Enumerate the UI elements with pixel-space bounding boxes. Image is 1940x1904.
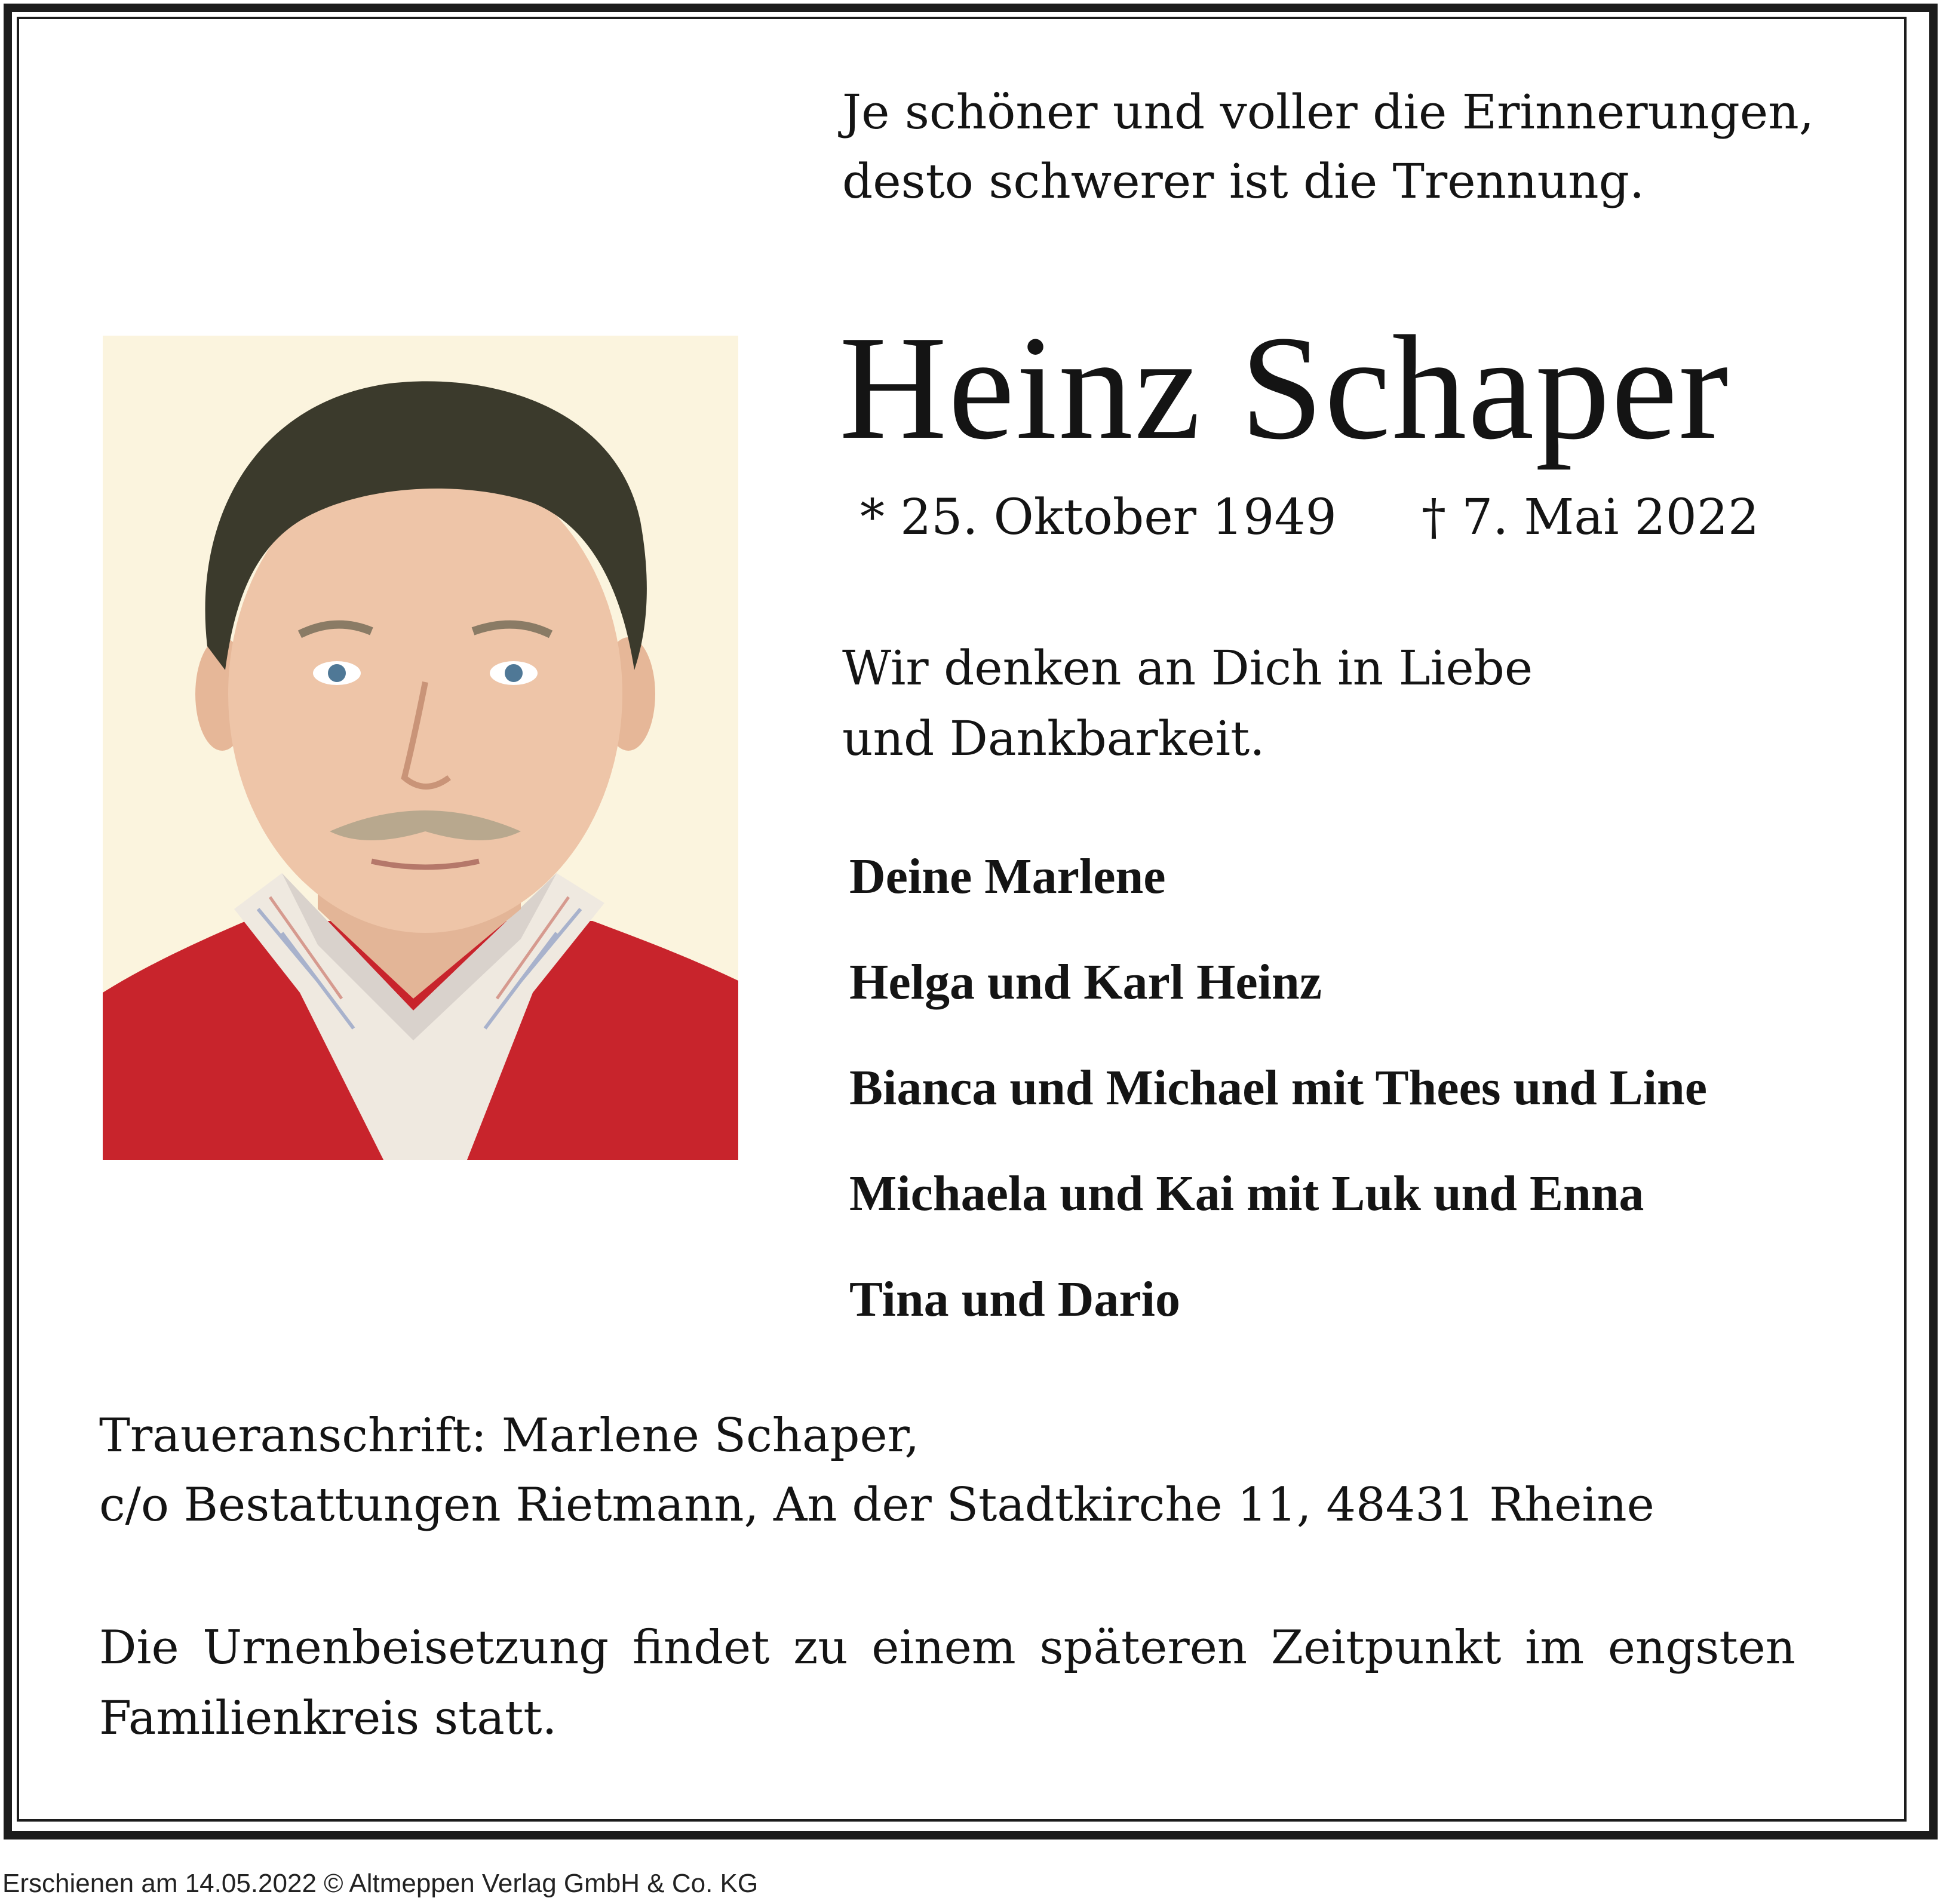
publication-footer: Erschienen am 14.05.2022 © Altmeppen Verlag GmbH & Co. KG bbox=[2, 1869, 759, 1898]
mourner-entry: Bianca und Michael mit Thees und Line bbox=[849, 1060, 1708, 1116]
portrait-photo bbox=[103, 336, 738, 1160]
memorial-message bbox=[842, 633, 1533, 774]
mourner-entry: Tina und Dario bbox=[849, 1272, 1180, 1327]
quote-line: Je schöner und voller die Erinnerungen, bbox=[842, 84, 1815, 140]
ceremony-notice: Die Urnenbeisetzung findet zu einem späteren Zeitpunkt im engsten Familienkreis statt. bbox=[99, 1621, 1795, 1745]
memory-line: und Dankbarkeit. bbox=[842, 711, 1265, 766]
mourner-entry: Michaela und Kai mit Luk und Enna bbox=[849, 1166, 1644, 1221]
address-line: c/o Bestattungen Rietmann, An der Stadtkirche 11, 48431 Rheine bbox=[99, 1478, 1654, 1532]
mourner-entry: Helga und Karl Heinz bbox=[849, 954, 1322, 1010]
mourner-entry: Deine Marlene bbox=[849, 849, 1166, 904]
address-line: Traueranschrift: Marlene Schaper, bbox=[99, 1409, 920, 1463]
mourning-address bbox=[99, 1401, 1654, 1540]
birth-date: * 25. Oktober 1949 bbox=[860, 489, 1337, 546]
mourners-list bbox=[849, 847, 1707, 1375]
memory-line: Wir denken an Dich in Liebe bbox=[842, 640, 1533, 696]
deceased-name: Heinz Schaper bbox=[839, 305, 1730, 471]
memorial-quote bbox=[842, 78, 1814, 216]
portrait-icon bbox=[103, 336, 738, 1160]
quote-line: desto schwerer ist die Trennung. bbox=[842, 153, 1645, 209]
death-date: † 7. Mai 2022 bbox=[1422, 489, 1760, 546]
